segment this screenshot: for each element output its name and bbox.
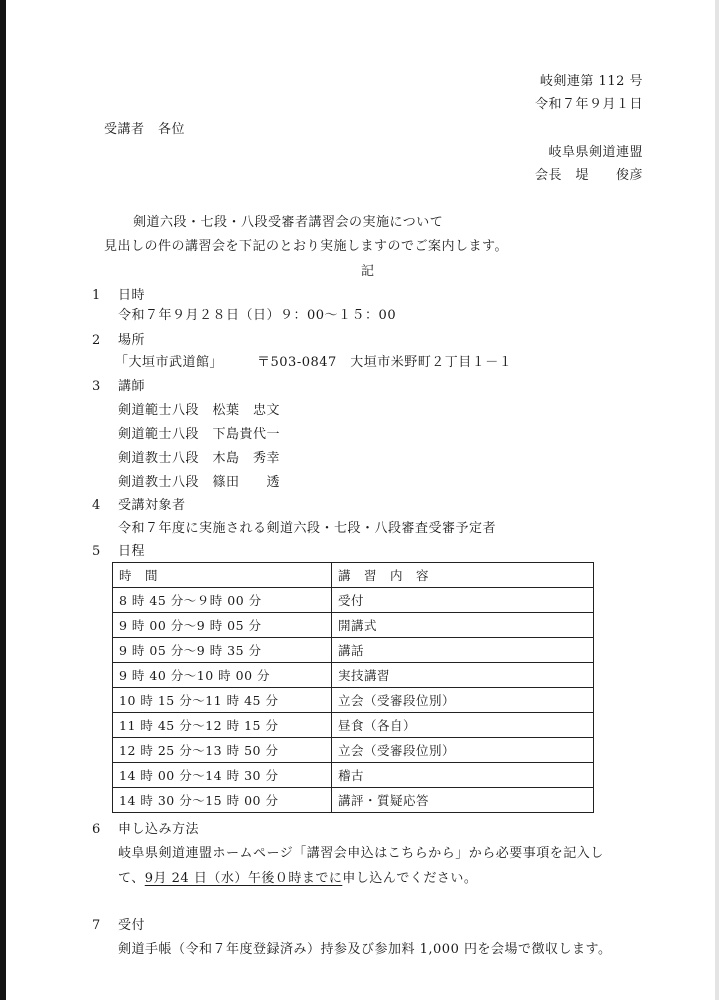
apply-deadline: 9月 24 日（水）午後０時までに <box>144 871 343 886</box>
venue-address: 〒503-0847 大垣市米野町２丁目１－１ <box>257 355 513 370</box>
document-title: 剣道六段・七段・八段受審者講習会の実施について <box>133 215 444 230</box>
datetime-value: 令和７年９月２８日（日）９：00～１５：00 <box>118 308 397 323</box>
section-heading-instructors: 講師 <box>118 379 146 394</box>
section-number-instructors: 3 <box>92 379 101 394</box>
section-number-place: 2 <box>92 333 101 348</box>
schedule-content-cell: 開講式 <box>332 613 594 638</box>
section-number-apply: 6 <box>92 822 101 837</box>
table-row <box>113 763 594 788</box>
schedule-content-cell: 昼食（各自） <box>332 713 594 738</box>
schedule-content-cell: 実技講習 <box>332 663 594 688</box>
section-number-reception: 7 <box>92 918 101 933</box>
section-heading-place: 場所 <box>118 333 146 348</box>
schedule-time-cell: 11 時 45 分～12 時 15 分 <box>113 713 332 738</box>
schedule-time-cell: 9 時 05 分～9 時 35 分 <box>113 638 332 663</box>
apply-instructions-line2 <box>118 871 477 887</box>
schedule-time-cell: 12 時 25 分～13 時 50 分 <box>113 738 332 763</box>
sender-organization: 岐阜県剣道連盟 <box>548 145 643 160</box>
table-row <box>113 688 594 713</box>
schedule-time-cell: 9 時 40 分～10 時 00 分 <box>113 663 332 688</box>
schedule-content-cell: 稽古 <box>332 763 594 788</box>
table-row <box>113 788 594 813</box>
instructor-item: 剣道範士八段 松葉 忠文 <box>118 403 281 418</box>
section-heading-datetime: 日時 <box>118 288 146 303</box>
schedule-content-cell: 受付 <box>332 588 594 613</box>
instructor-item: 剣道範士八段 下島貴代一 <box>118 427 281 442</box>
schedule-column-content: 講 習 内 容 <box>332 563 594 588</box>
recipient: 受講者 各位 <box>104 122 186 137</box>
table-row <box>113 738 594 763</box>
schedule-time-cell: 10 時 15 分～11 時 45 分 <box>113 688 332 713</box>
section-number-schedule: 5 <box>92 544 101 559</box>
schedule-time-cell: 8 時 45 分～９時 00 分 <box>113 588 332 613</box>
schedule-header-row <box>113 563 594 588</box>
section-heading-reception: 受付 <box>118 918 146 933</box>
schedule-content-cell: 立会（受審段位別） <box>332 688 594 713</box>
table-row <box>113 588 594 613</box>
apply-instructions-line1: 岐阜県剣道連盟ホームページ「講習会申込はこちらから」から必要事項を記入し <box>118 846 604 861</box>
schedule-content-cell: 講評・質疑応答 <box>332 788 594 813</box>
section-heading-apply: 申し込み方法 <box>118 822 200 837</box>
reception-description: 剣道手帳（令和７年度登録済み）持参及び参加料 1,000 円を会場で徴収します。 <box>118 942 612 957</box>
section-number-datetime: 1 <box>92 288 101 303</box>
target-description: 令和７年度に実施される剣道六段・七段・八段審査受審予定者 <box>118 521 497 536</box>
schedule-content-cell: 立会（受審段位別） <box>332 738 594 763</box>
table-row <box>113 713 594 738</box>
apply-line2-prefix: て、 <box>118 871 145 886</box>
scan-edge-right <box>715 0 719 1000</box>
venue-name: 「大垣市武道館」 <box>115 355 224 370</box>
section-heading-target: 受講対象者 <box>118 498 186 513</box>
table-row <box>113 663 594 688</box>
section-number-target: 4 <box>92 498 101 513</box>
instructor-item: 剣道教士八段 篠田 透 <box>118 475 281 490</box>
instructor-item: 剣道教士八段 木島 秀幸 <box>118 451 281 466</box>
schedule-content-cell: 講話 <box>332 638 594 663</box>
scan-edge-left <box>0 0 6 1000</box>
table-row <box>113 638 594 663</box>
schedule-time-cell: 14 時 00 分～14 時 30 分 <box>113 763 332 788</box>
schedule-time-cell: 9 時 00 分～9 時 05 分 <box>113 613 332 638</box>
document-number: 岐剣連第 112 号 <box>539 74 643 89</box>
schedule-table <box>112 562 594 813</box>
sender-name: 会長 堤 俊彦 <box>534 168 643 183</box>
apply-line2-suffix: 申し込んでください。 <box>342 871 478 886</box>
ki-heading: 記 <box>361 264 375 279</box>
schedule-column-time: 時 間 <box>113 563 332 588</box>
section-heading-schedule: 日程 <box>118 544 146 559</box>
document-date: 令和７年９月１日 <box>534 97 643 112</box>
schedule-time-cell: 14 時 30 分～15 時 00 分 <box>113 788 332 813</box>
table-row <box>113 613 594 638</box>
intro-text: 見出しの件の講習会を下記のとおり実施しますのでご案内します。 <box>104 239 508 254</box>
